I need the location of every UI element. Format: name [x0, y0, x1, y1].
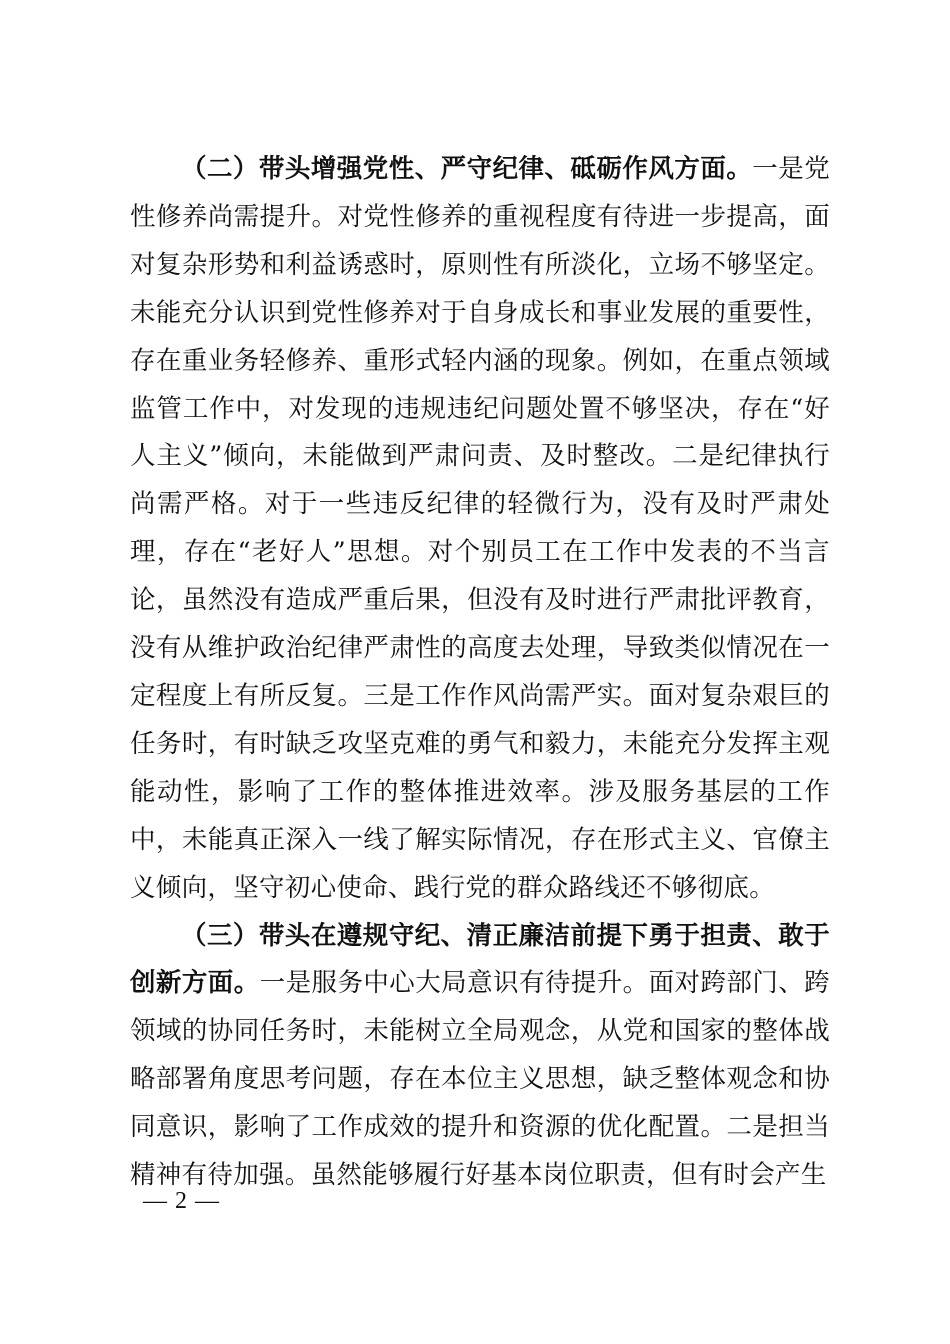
section-heading-2: （二）带头增强党性、严守纪律、砥砺作风方面。: [181, 154, 753, 184]
paragraph-section-3: [130, 913, 830, 1200]
page-number: — 2 —: [143, 1188, 220, 1214]
paragraph-text-3: 一是服务中心大局意识有待提升。面对跨部门、跨领域的协同任务时，未能树立全局观念，从党和国家的整体战略部署角度思考问题，存在本位主义思想，缺乏整体观念和协同意识，影响了工作成效的提升和资源的优化配置。二是担当精神有待加强。虽然能够履行好基本岗位职责，但有时会产生: [130, 968, 830, 1191]
paragraph-section-2: [130, 146, 830, 913]
document-body: [130, 146, 830, 1200]
paragraph-text-2: 一是党性修养尚需提升。对党性修养的重视程度有待进一步提高，面对复杂形势和利益诱惑时，原则性有所淡化，立场不够坚定。未能充分认识到党性修养对于自身成长和事业发展的重要性，存在重业务轻修养、重形式轻内涵的现象。例如，在重点领域监管工作中，对发现的违规违纪问题处置不够坚决，存在“好人主义”倾向，未能做到严肃问责、及时整改。二是纪律执行尚需严格。对于一些违反纪律的轻微行为，没有及时严肃处理，存在“老好人”思想。对个别员工在工作中发表的不当言论，虽然没有造成严重后果，但没有及时进行严肃批评教育，没有从维护政治纪律严肃性的高度去处理，导致类似情况在一定程度上有所反复。三是工作作风尚需严实。面对复杂艰巨的任务时，有时缺乏攻坚克难的勇气和毅力，未能充分发挥主观能动性，影响了工作的整体推进效率。涉及服务基层的工作中，未能真正深入一线了解实际情况，存在形式主义、官僚主义倾向，坚守初心使命、践行党的群众路线还不够彻底。: [130, 154, 830, 903]
section-heading-3: （三）带头在遵规守纪、清正廉洁前提下勇于担责、敢于创新方面。: [130, 920, 830, 999]
